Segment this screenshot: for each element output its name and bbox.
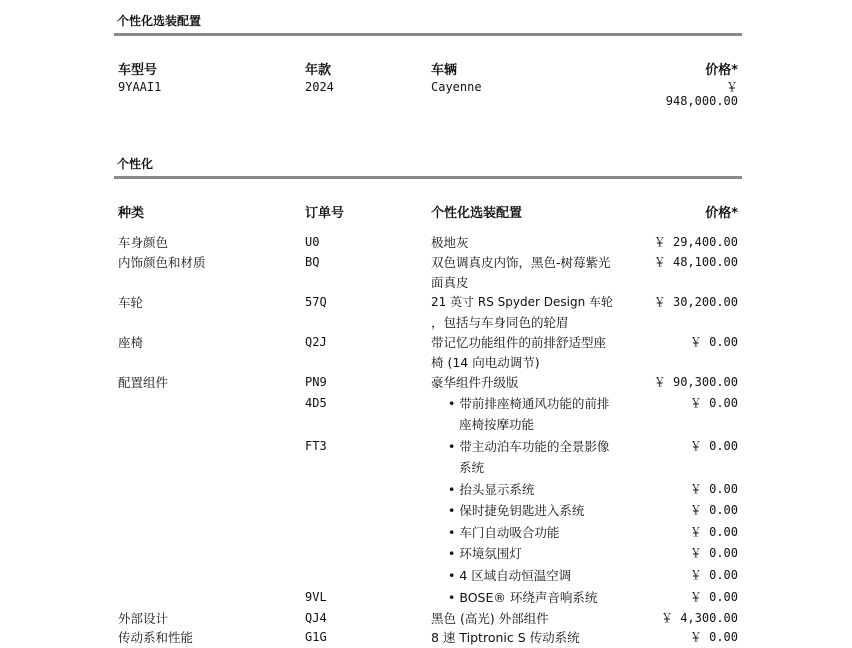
personal-section-title: 个性化 — [117, 157, 154, 171]
model-header: 车型号 — [118, 63, 158, 78]
sub-order: 9VL — [305, 590, 327, 604]
row-option-line1: 21 英寸 RS Spyder Design 车轮 — [431, 295, 613, 309]
sub-price: ￥ 0.00 — [689, 482, 738, 496]
order-header: 订单号 — [305, 206, 345, 221]
row-price: ￥ 30,200.00 — [653, 295, 738, 309]
sub-option-line1: • 4 区域自动恒温空调 — [448, 568, 572, 583]
sub-option-line1: • 抬头显示系统 — [448, 482, 535, 497]
sub-option-line1: • 带主动泊车功能的全景影像 — [448, 439, 610, 454]
sub-option-line2: 座椅按摩功能 — [459, 417, 535, 432]
row-price: ￥ 90,300.00 — [653, 375, 738, 389]
row-price: ￥ 4,300.00 — [660, 611, 738, 625]
sub-order: FT3 — [305, 439, 327, 453]
row-option: 豪华组件升级版 — [431, 375, 519, 390]
year-value: 2024 — [305, 80, 334, 94]
row-category: 配置组件 — [118, 375, 169, 390]
year-header: 年款 — [305, 63, 332, 78]
vehicle-price: 948,000.00 — [665, 94, 738, 108]
row-option-line2: 面真皮 — [431, 275, 469, 290]
sub-price: ￥ 0.00 — [689, 546, 738, 560]
model-value: 9YAAI1 — [118, 80, 162, 94]
sub-price: ￥ 0.00 — [689, 439, 738, 453]
sub-price: ￥ 0.00 — [689, 525, 738, 539]
sub-price: ￥ 0.00 — [689, 568, 738, 582]
category-header: 种类 — [118, 206, 145, 221]
row-order: 57Q — [305, 295, 327, 309]
option-header: 个性化选装配置 — [431, 206, 523, 221]
sub-option-line1: • 保时捷免钥匙进入系统 — [448, 503, 585, 518]
row-price: ￥ 0.00 — [689, 630, 738, 644]
sub-option-line1: • 带前排座椅通风功能的前排 — [448, 396, 610, 411]
row-category: 车身颜色 — [118, 235, 169, 250]
currency-symbol: ￥ — [725, 80, 738, 94]
sub-order: 4D5 — [305, 396, 327, 410]
sub-option-line1: • BOSE® 环绕声音响系统 — [448, 590, 598, 605]
row-order: G1G — [305, 630, 327, 644]
row-price: ￥ 48,100.00 — [653, 255, 738, 269]
sub-option-line2: 系统 — [459, 460, 485, 475]
sub-price: ￥ 0.00 — [689, 396, 738, 410]
row-category: 车轮 — [118, 295, 144, 310]
row-option-line1: 双色调真皮内饰，黑色-树莓紫光 — [431, 255, 611, 270]
row-category: 座椅 — [118, 335, 144, 350]
sub-option-line1: • 车门自动吸合功能 — [448, 525, 560, 540]
row-order: Q2J — [305, 335, 327, 349]
vehicle-name: Cayenne — [431, 80, 482, 94]
row-option: 8 速 Tiptronic S 传动系统 — [431, 630, 580, 645]
row-price: ￥ 0.00 — [689, 335, 738, 349]
sub-price: ￥ 0.00 — [689, 590, 738, 604]
section-divider — [114, 33, 742, 36]
row-category: 传动系和性能 — [118, 630, 194, 645]
price-header: 价格* — [705, 63, 738, 78]
row-option-line2: 椅 (14 向电动调节) — [431, 355, 540, 370]
row-category: 内饰颜色和材质 — [118, 255, 206, 270]
row-price: ￥ 29,400.00 — [653, 235, 738, 249]
row-order: BQ — [305, 255, 320, 269]
row-order: U0 — [305, 235, 320, 249]
row-order: QJ4 — [305, 611, 327, 625]
row-option-line1: 带记忆功能组件的前排舒适型座 — [431, 335, 607, 350]
row-category: 外部设计 — [118, 611, 169, 626]
row-option: 黑色 (高光) 外部组件 — [431, 611, 549, 626]
row-option-line2: ，包括与车身同色的轮眉 — [431, 315, 569, 330]
section-divider — [114, 176, 742, 179]
option-price-header: 价格* — [705, 206, 738, 221]
row-order: PN9 — [305, 375, 327, 389]
sub-option-line1: • 环境氛围灯 — [448, 546, 522, 561]
vehicle-header: 车辆 — [431, 63, 458, 78]
config-section-title: 个性化选装配置 — [117, 14, 202, 28]
row-option: 极地灰 — [431, 235, 469, 250]
sub-price: ￥ 0.00 — [689, 503, 738, 517]
